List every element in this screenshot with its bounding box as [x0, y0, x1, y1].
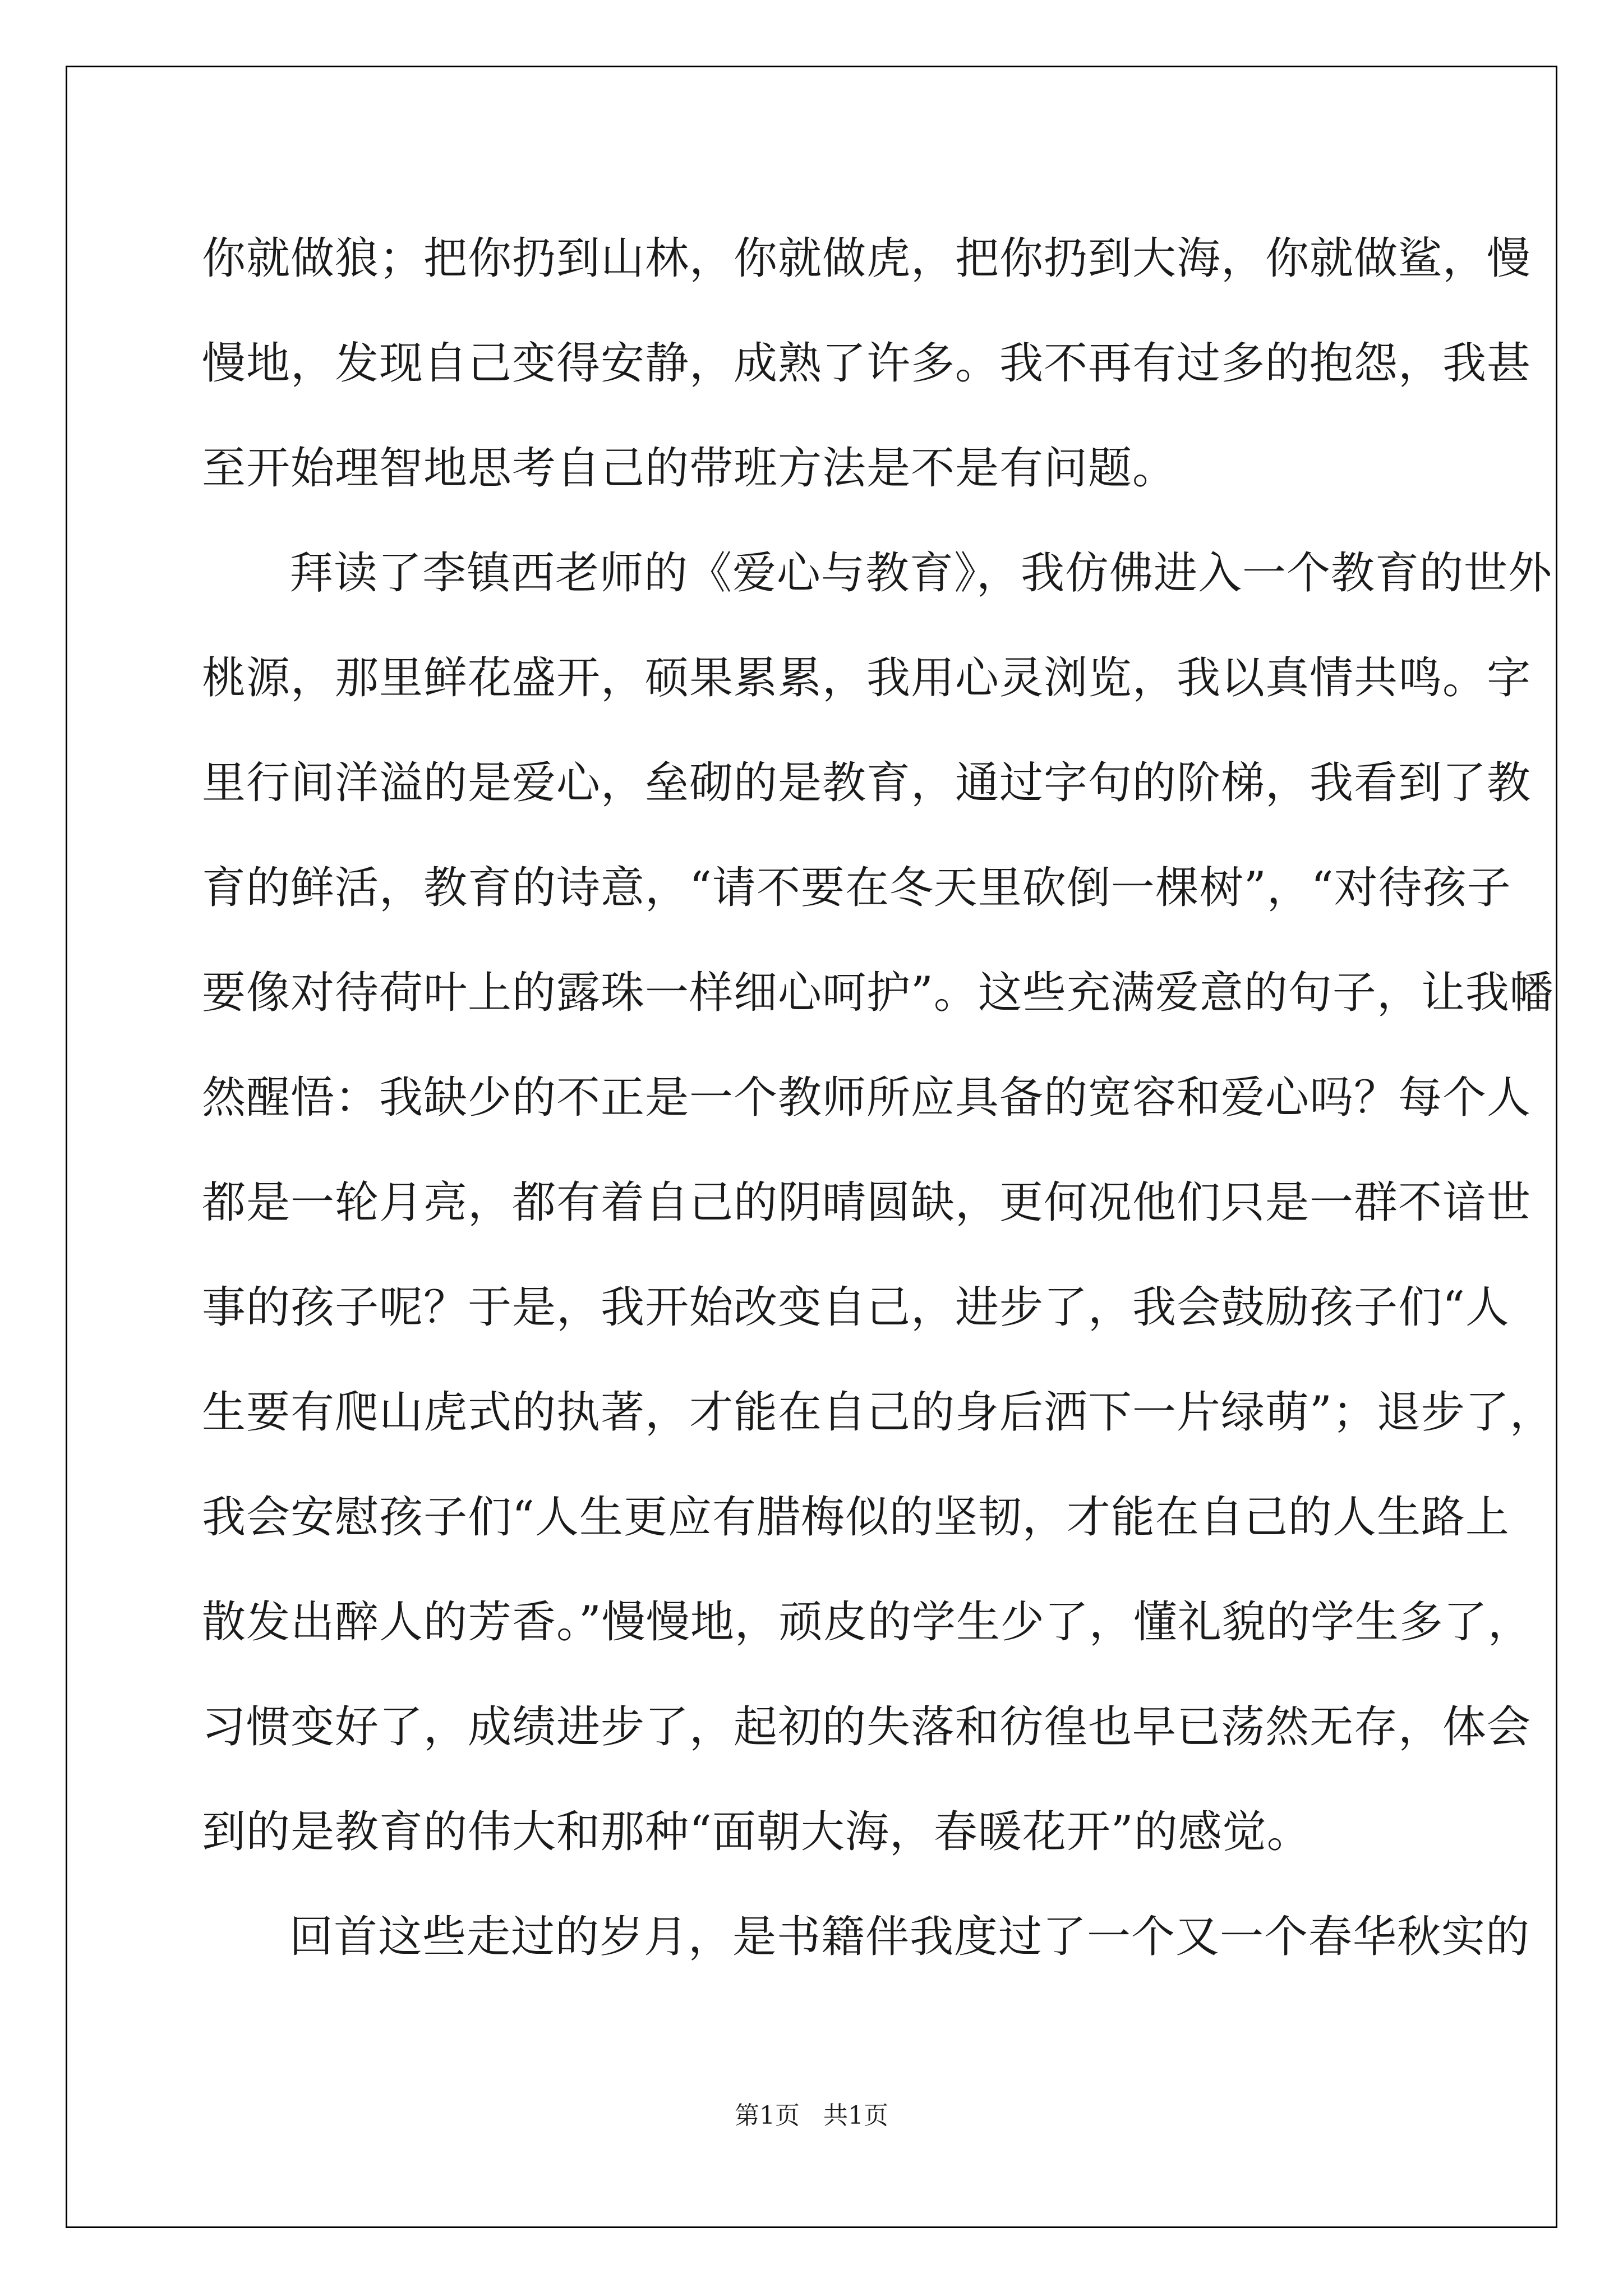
text-line: 拜读了李镇西老师的《爱心与教育》，我仿佛进入一个教育的世外: [289, 548, 1553, 599]
paragraph-1: [202, 206, 1532, 521]
text-line: 散发出醉人的芳香。”慢慢地，顽皮的学生少了，懂礼貌的学生多了，: [202, 1597, 1532, 1648]
paragraph-3: [202, 1885, 1530, 1990]
text-line: 回首这些走过的岁月，是书籍伴我度过了一个又一个春华秋实的: [289, 1912, 1530, 1962]
text-line: 至开始理智地思考自己的带班方法是不是有问题。: [202, 443, 1177, 494]
text-line: 你就做狼；把你扔到山林，你就做虎，把你扔到大海，你就做鲨，慢: [202, 233, 1532, 284]
page-footer: [0, 2095, 1623, 2131]
document-body: [202, 206, 1554, 1990]
text-line: 桃源，那里鲜花盛开，硕果累累，我用心灵浏览，我以真情共鸣。字: [202, 653, 1532, 703]
page-number: 第1页: [735, 2101, 800, 2130]
text-line: 习惯变好了，成绩进步了，起初的失落和彷徨也早已荡然无存，体会: [202, 1702, 1532, 1752]
text-line: 都是一轮月亮，都有着自己的阴晴圆缺，更何况他们只是一群不谙世: [202, 1177, 1532, 1228]
text-line: 事的孩子呢？于是，我开始改变自己，进步了，我会鼓励孩子们“人: [202, 1282, 1510, 1333]
text-line: 到的是教育的伟大和那种“面朝大海，春暖花开”的感觉。: [202, 1807, 1311, 1857]
text-line: 慢地，发现自己变得安静，成熟了许多。我不再有过多的抱怨，我甚: [202, 338, 1532, 389]
text-line: 要像对待荷叶上的露珠一样细心呵护”。这些充满爱意的句子，让我幡: [202, 968, 1554, 1018]
text-line: 我会安慰孩子们“人生更应有腊梅似的坚韧，才能在自己的人生路上: [202, 1492, 1510, 1543]
text-line: 然醒悟：我缺少的不正是一个教师所应具备的宽容和爱心吗？每个人: [202, 1073, 1532, 1123]
paragraph-2: [202, 521, 1554, 1885]
text-line: 育的鲜活，教育的诗意，“请不要在冬天里砍倒一棵树”，“对待孩子: [202, 863, 1511, 913]
text-line: 里行间洋溢的是爱心，垒砌的是教育，通过字句的阶梯，我看到了教: [202, 758, 1532, 808]
text-line: 生要有爬山虎式的执著，才能在自己的身后洒下一片绿萌”；退步了，: [202, 1387, 1554, 1438]
page-total: 共1页: [823, 2101, 888, 2130]
